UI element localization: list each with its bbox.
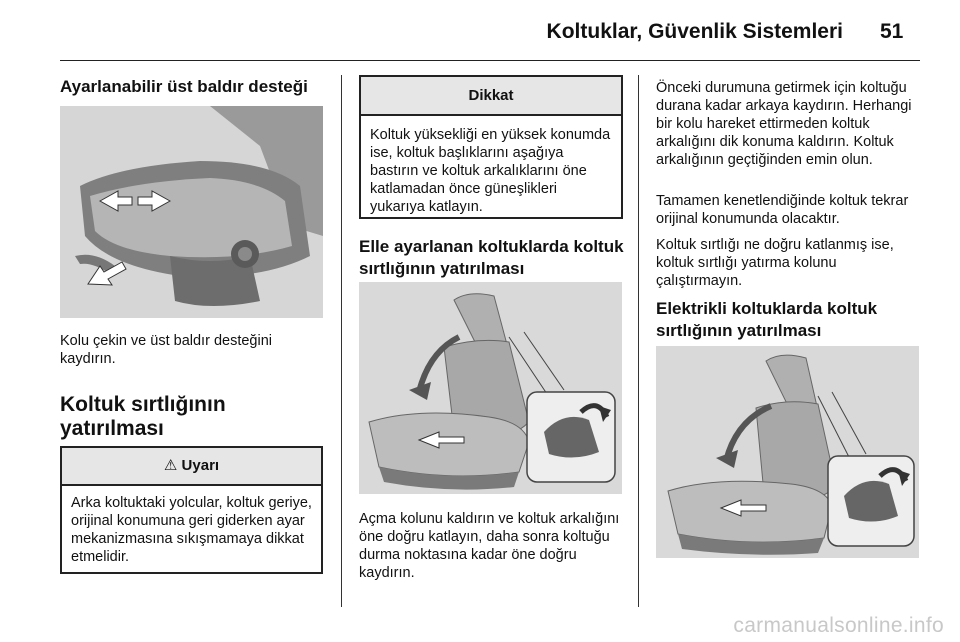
header-rule	[60, 60, 920, 61]
manual-seat-fold-caption: Açma kolunu kaldırın ve koltuk arkalığını öne doğru katlayın, daha sonra koltuğu durma noktasına kadar öne doğru kaydırın.	[359, 511, 620, 581]
column-divider	[341, 75, 342, 607]
watermark: carmanualsonline.info	[733, 614, 944, 637]
caution-box-text: Koltuk yüksekliği en yüksek konumda ise, koltuk başlıklarını aşağıya bastırın ve koltuk arkalıklarını öne katlamadan önce güneşlikleri yukarıya katlayın.	[370, 127, 611, 215]
page-header-title: Koltuklar, Güvenlik Sistemleri	[546, 20, 843, 43]
page-number: 51	[880, 20, 904, 43]
thigh-support-figure	[60, 106, 323, 318]
section-heading-manual-seat-fold: Elle ayarlanan koltuklarda koltuk sırtlığının yatırılması	[359, 237, 624, 278]
column-divider	[638, 75, 639, 607]
section-heading-thigh-support: Ayarlanabilir üst baldır desteği	[60, 77, 308, 96]
caution-box-title: Dikkat	[361, 77, 621, 116]
thigh-support-caption: Kolu çekin ve üst baldır desteğini kaydırın.	[60, 333, 272, 367]
manual-seat-fold-figure	[359, 282, 622, 494]
warning-box-header	[62, 448, 321, 486]
lever-warning-text: Koltuk sırtlığı ne doğru katlanmış ise, koltuk sırtlığı yatırma kolunu çalıştırmayın.	[656, 237, 894, 289]
section-heading-electric-seat-fold: Elektrikli koltuklarda koltuk sırtlığının yatırılması	[656, 299, 878, 340]
electric-seat-fold-figure	[656, 346, 919, 558]
caution-box	[359, 75, 623, 219]
warning-triangle-icon: ⚠	[163, 457, 178, 474]
warning-box-title: Uyarı	[181, 457, 220, 474]
warning-box-text: Arka koltuktaki yolcular, koltuk geriye, orijinal konumuna geri giderken ayar mekanizmasına sıkışmamaya dikkat etmelidir.	[71, 495, 312, 565]
section-heading-seat-fold: Koltuk sırtlığının yatırılması	[60, 393, 226, 440]
lock-confirmation-text: Tamamen kenetlendiğinde koltuk tekrar orijinal konumunda olacaktır.	[656, 193, 909, 227]
warning-box	[60, 446, 323, 574]
restore-instructions-text: Önceki durumuna getirmek için koltuğu durana kadar arkaya kaydırın. Herhangi bir kolu hareket ettirmeden koltuk arkalığını dik konuma kaldırın. Koltuk arkalığının geçtiğinden emin olun.	[656, 80, 912, 168]
